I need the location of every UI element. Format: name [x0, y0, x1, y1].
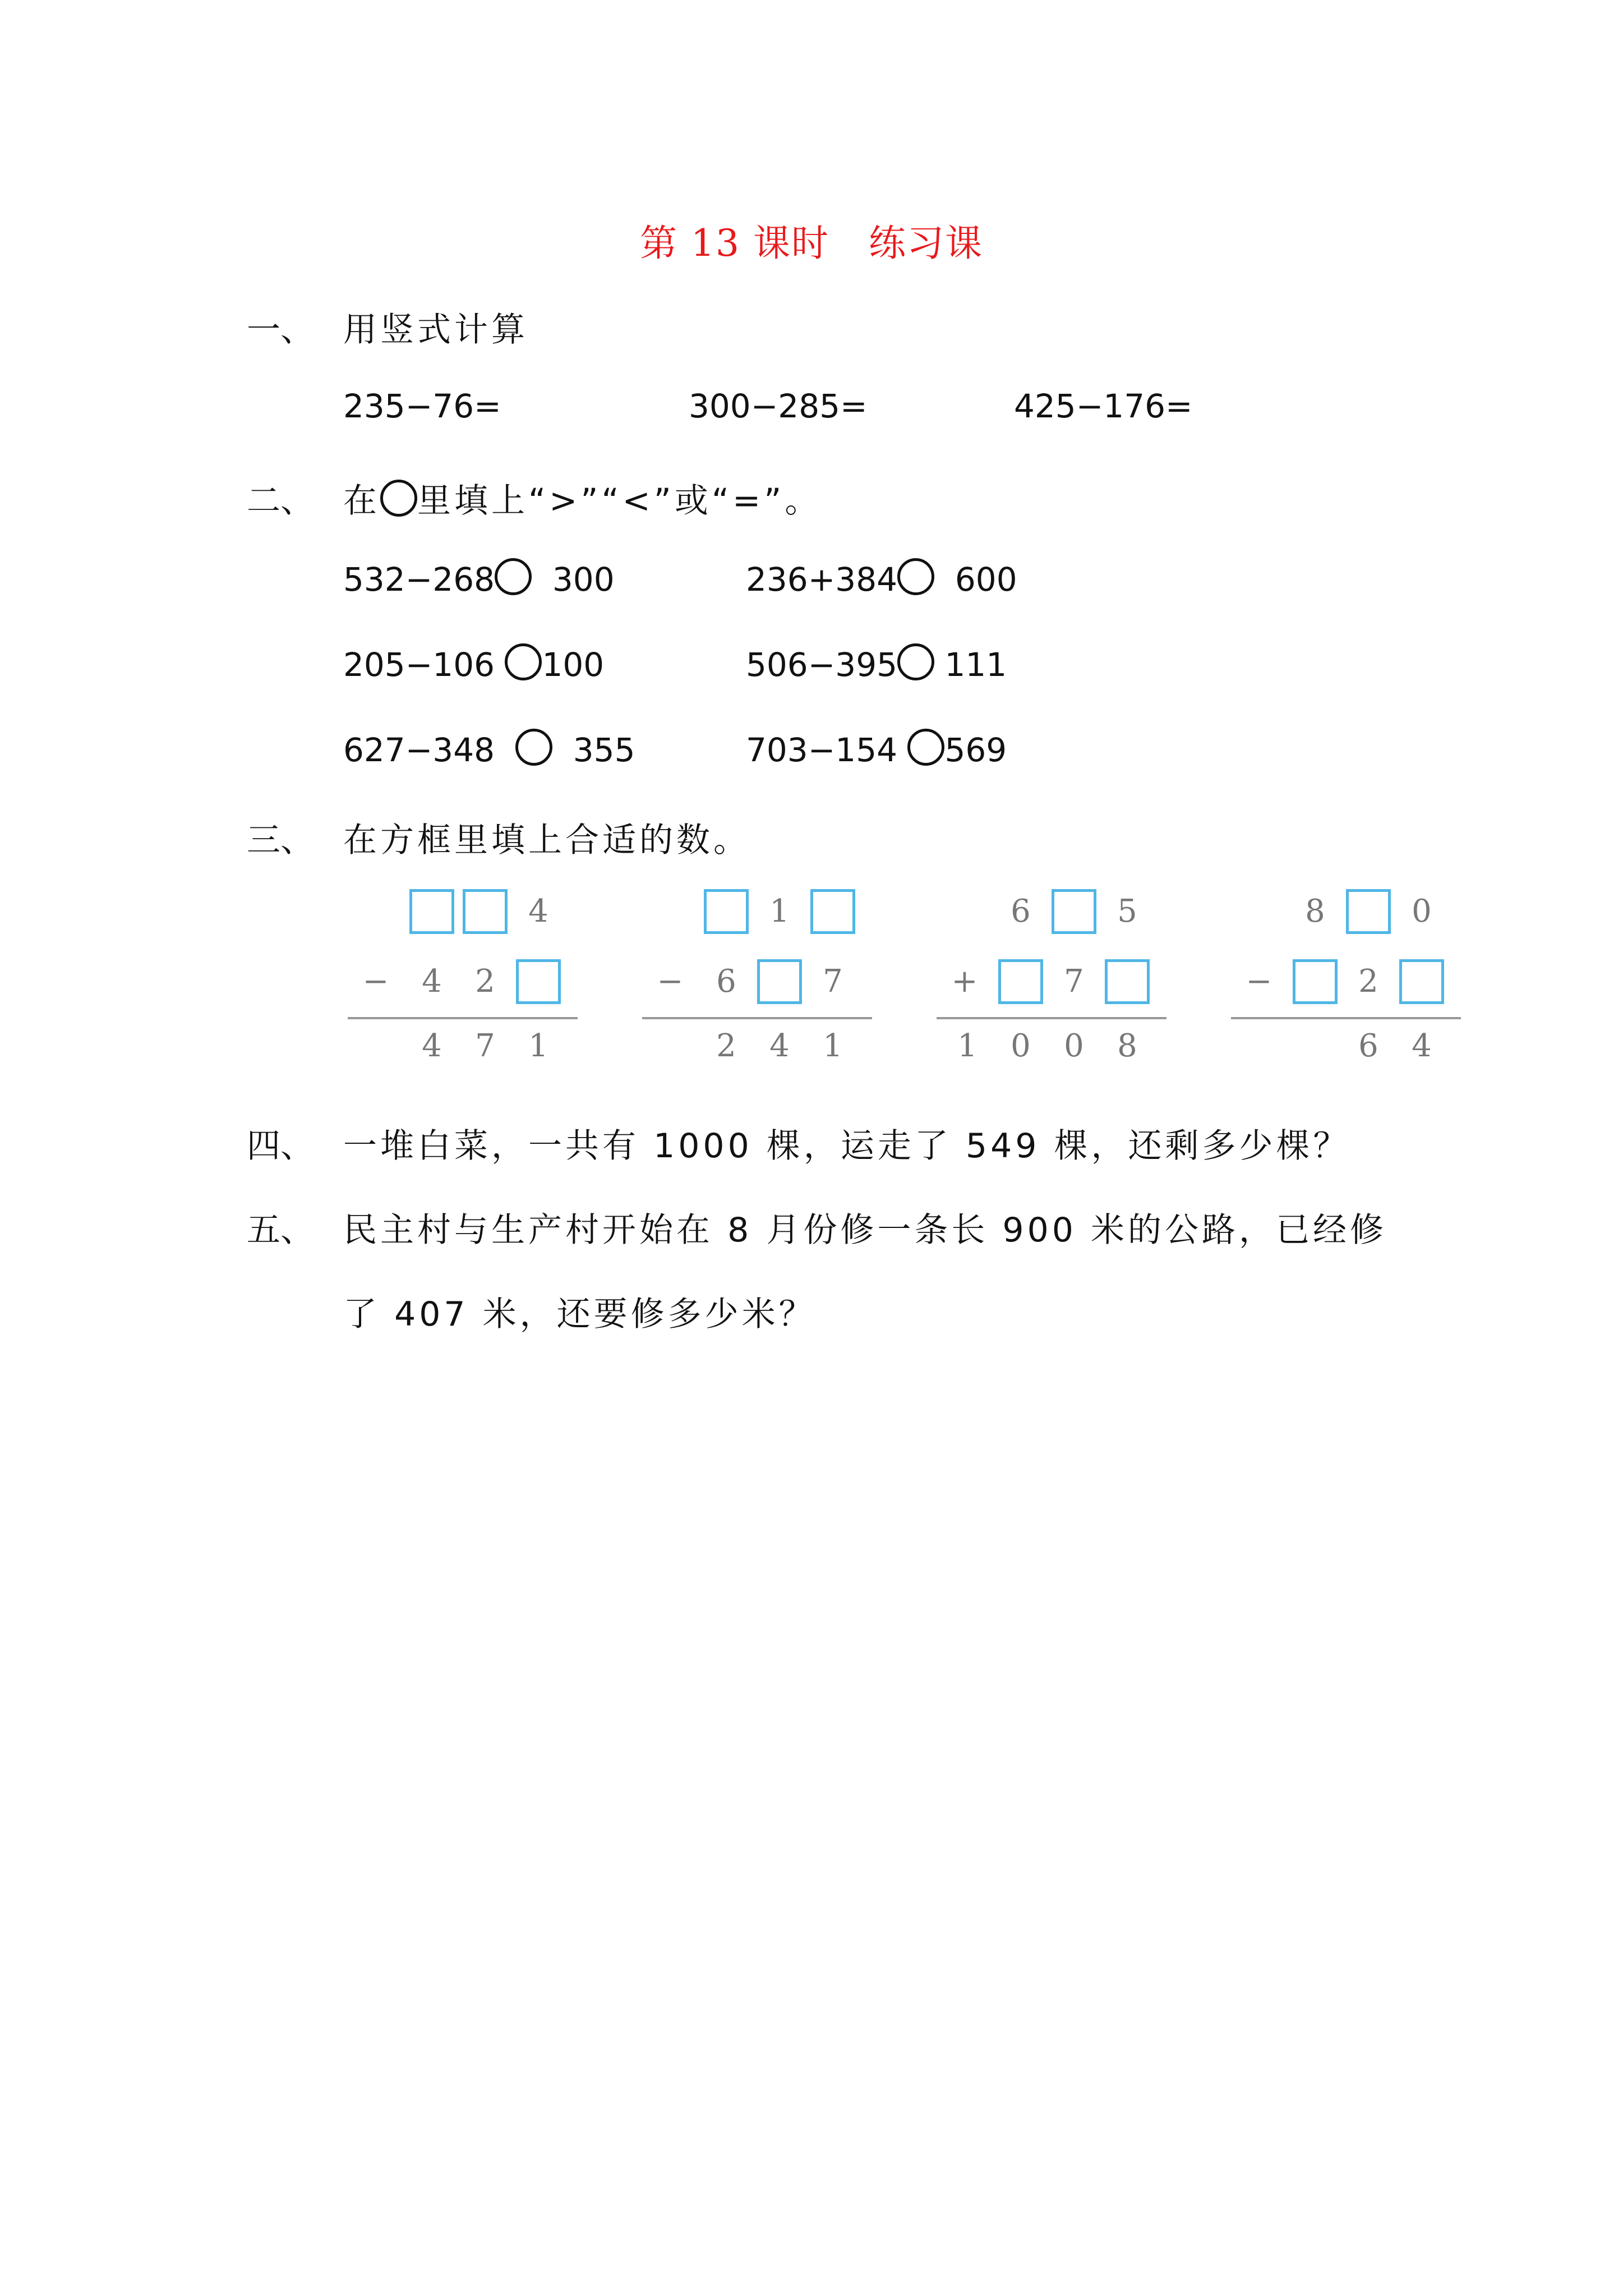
compare-right: 111: [944, 646, 1007, 684]
compare-item: [746, 729, 1007, 769]
compare-right: 355: [573, 731, 635, 769]
digit: 1: [823, 1028, 843, 1064]
answer-box[interactable]: [1399, 959, 1444, 1004]
q5-number: 五、: [247, 1211, 314, 1250]
digit: 2: [475, 963, 495, 1000]
answer-box[interactable]: [409, 889, 454, 934]
q2-number: 二、: [247, 481, 314, 521]
compare-left: 506−395: [746, 646, 898, 684]
operator: +: [951, 963, 978, 1000]
divider-line: [348, 1017, 578, 1019]
compare-item: [343, 558, 615, 599]
q5-text-line1: 民主村与生产村开始在 8 月份修一条长 900 米的公路，已经修: [343, 1211, 1387, 1250]
q1-text: 用竖式计算: [343, 310, 528, 349]
compare-item: [343, 729, 635, 769]
digit: 2: [1358, 963, 1378, 1000]
q1-item: 425−176=: [1014, 387, 1193, 425]
q2-text-after: 里填上“>”“<”或“=”。: [417, 481, 822, 521]
q3-text: 在方框里填上合适的数。: [343, 821, 750, 860]
answer-circle[interactable]: [505, 643, 542, 680]
divider-line: [1231, 1017, 1461, 1019]
q2-text: [343, 474, 822, 522]
compare-left: 703−154: [746, 731, 898, 769]
operator: −: [1246, 963, 1272, 1000]
answer-circle[interactable]: [897, 558, 934, 595]
digit: 1: [769, 893, 790, 930]
answer-box[interactable]: [810, 889, 855, 934]
digit: 0: [1011, 1028, 1031, 1064]
digit: 4: [422, 963, 442, 1000]
digit: 6: [716, 963, 736, 1000]
lesson-number: 第 13 课时: [640, 222, 829, 265]
answer-box[interactable]: [1105, 959, 1150, 1004]
compare-right: 100: [542, 646, 605, 684]
q3-number: 三、: [247, 821, 314, 860]
digit: 4: [769, 1028, 790, 1064]
vertical-calc: [348, 889, 583, 1074]
vertical-calc: [937, 889, 1172, 1074]
answer-circle[interactable]: [907, 729, 944, 766]
answer-box[interactable]: [463, 889, 508, 934]
answer-box[interactable]: [1293, 959, 1338, 1004]
compare-item: [746, 558, 1017, 599]
answer-box[interactable]: [1052, 889, 1096, 934]
digit: 1: [957, 1028, 978, 1064]
compare-right: 600: [955, 560, 1017, 599]
digit: 0: [1412, 893, 1432, 930]
digit: 4: [1412, 1028, 1432, 1064]
digit: 8: [1117, 1028, 1137, 1064]
compare-item: [343, 643, 604, 684]
answer-box[interactable]: [516, 959, 561, 1004]
divider-line: [937, 1017, 1166, 1019]
q1-number: 一、: [247, 310, 314, 349]
answer-circle[interactable]: [897, 643, 934, 680]
digit: 8: [1305, 893, 1325, 930]
answer-box[interactable]: [1346, 889, 1391, 934]
divider-line: [642, 1017, 872, 1019]
digit: 4: [422, 1028, 442, 1064]
compare-left: 532−268: [343, 560, 495, 599]
vertical-calc: [1231, 889, 1467, 1074]
q1-item: 235−76=: [343, 387, 501, 425]
compare-right: 569: [944, 731, 1007, 769]
answer-box[interactable]: [998, 959, 1043, 1004]
compare-left: 236+384: [746, 560, 898, 599]
answer-circle[interactable]: [515, 729, 552, 766]
compare-left: 205−106: [343, 646, 495, 684]
answer-circle[interactable]: [495, 558, 532, 595]
compare-item: [746, 643, 1007, 684]
answer-box[interactable]: [757, 959, 802, 1004]
q5-text-line2: 了 407 米，还要修多少米？: [343, 1295, 816, 1334]
compare-right: 300: [552, 560, 615, 599]
digit: 7: [475, 1028, 495, 1064]
q4-text: 一堆白菜，一共有 1000 棵，运走了 549 棵，还剩多少棵？: [343, 1126, 1350, 1166]
digit: 2: [716, 1028, 736, 1064]
digit: 6: [1011, 893, 1031, 930]
digit: 6: [1358, 1028, 1378, 1064]
circle-icon: [380, 480, 417, 517]
q4-number: 四、: [247, 1126, 314, 1166]
q1-item: 300−285=: [689, 387, 868, 425]
answer-box[interactable]: [704, 889, 749, 934]
vertical-calc: [642, 889, 878, 1074]
compare-left: 627−348: [343, 731, 495, 769]
digit: 1: [528, 1028, 548, 1064]
digit: 0: [1064, 1028, 1084, 1064]
digit: 5: [1117, 893, 1137, 930]
operator: −: [362, 963, 389, 1000]
digit: 4: [528, 893, 548, 930]
q2-text-before: 在: [343, 481, 380, 521]
lesson-name: 练习课: [868, 222, 983, 265]
operator: −: [657, 963, 684, 1000]
digit: 7: [823, 963, 843, 1000]
page-title: [0, 213, 1623, 266]
digit: 7: [1064, 963, 1084, 1000]
